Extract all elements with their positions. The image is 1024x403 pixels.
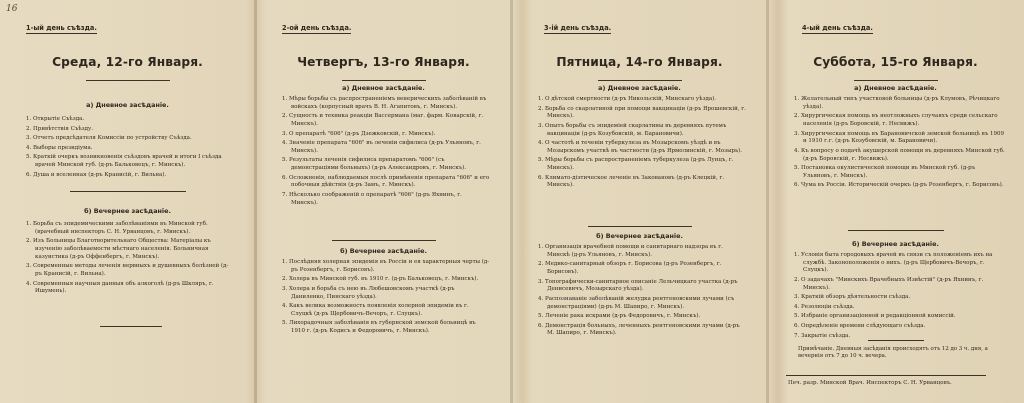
divider: [332, 240, 436, 241]
agenda-item: 2. Холера въ Минской губ. въ 1910 г. (д-ръ Бальковецъ, г. Минскъ).: [282, 276, 479, 283]
agenda-item: 6. Чума въ Россіи. Историческій очеркъ (д-ръ Розенбергъ, г. Борисовъ).: [794, 182, 1004, 189]
evening-session-title: б) Вечернее засѣданіе.: [84, 207, 171, 215]
agenda-item: 4. Современныя научныя данныя объ алкоголѣ (д-ръ Шкляръ, г. Ишумень).: [26, 280, 214, 295]
agenda-item: 7. Закрытіе съѣзда.: [794, 332, 851, 339]
morning-session-title: а) Дневное засѣданіе.: [342, 84, 425, 92]
agenda-item: 5. Леченіе рака искрами (д-ръ Федоровичъ, г. Минскъ).: [538, 313, 701, 320]
divider: [848, 230, 944, 231]
evening-agenda: [794, 252, 1006, 342]
agenda-item: 1. Открытіе Съѣзда.: [26, 116, 85, 122]
agenda-item: 7. Нѣсколько соображеній о препаратѣ "606" (д-ръ Яхнинъ, г. Минскъ).: [282, 192, 462, 206]
divider: [342, 80, 426, 81]
agenda-item: 6. Климато-діэтическое леченіе въ Заковановъ (д-ръ Клецкій, г. Минскъ).: [538, 174, 725, 189]
agenda-item: 4. Къ вопросу о подачѣ акушерской помощи въ деревняхъ Минской губ. (д-ръ Боровскій, г. Несвижъ).: [794, 147, 1005, 162]
day-label: 4-ый день съѣзда.: [802, 24, 873, 32]
evening-agenda: [26, 221, 234, 298]
morning-session-title: а) Дневное засѣданіе.: [86, 101, 169, 109]
agenda-item: 1. Организація врачебной помощи и санитарнаго надзора въ г. Минскѣ (д-ръ Ульяновъ, г. Минскъ).: [538, 244, 723, 258]
agenda-item: 1. О дѣтской смертности (д-ръ Никольскій, Минскаго уѣзда).: [538, 96, 717, 102]
agenda-item: 5. Краткій очеркъ возникновенія съѣздовъ врачей и итоги I съѣзда врачей Минской губ. (д-ръ Бальковецъ, г. Минскъ).: [26, 154, 222, 169]
day-label: 2-ой день съѣзда.: [282, 24, 352, 32]
divider: [598, 80, 682, 81]
agenda-item: 2. Привѣтствія Съѣзду.: [26, 125, 94, 132]
agenda-item: 4. Резолюціи съѣзда.: [794, 303, 855, 310]
divider: [868, 340, 924, 341]
divider: [786, 375, 986, 376]
agenda-item: 4. Значеніе препарата "606" въ леченіи сифилиса (д-ръ Ульяновъ, г. Минскъ).: [282, 140, 481, 154]
divider: [588, 226, 692, 227]
divider: [100, 326, 162, 327]
day-column-3: [512, 0, 767, 403]
agenda-item: 5. Мѣры борьбы съ распространеніемъ туберкулеза (д-ръ Лунцъ, г. Минскъ).: [538, 157, 734, 172]
day-column-4: [768, 0, 1023, 403]
day-title: Четвергъ, 13-го Января.: [297, 55, 470, 69]
agenda-item: 5. Постановка окулистической помощи въ Минской губ. (д-ръ Ульяновъ, г. Минскъ).: [794, 165, 976, 179]
agenda-item: 3. Опытъ борьбы съ эпидеміей скарлатины въ деревняхъ путемъ вакцинаціи (д-ръ Козубовскій, м. Барановичи).: [538, 122, 727, 137]
divider: [86, 80, 170, 81]
evening-session-title: б) Вечернее засѣданіе.: [596, 232, 683, 240]
evening-agenda: [538, 244, 746, 340]
agenda-item: 1. Условія быта городовыхъ врачей въ связи съ положеніемъ ихъ на службѣ. Законоположенія о нихъ. (д-ръ Щербовичъ-Вечоръ, г. Слуцкъ).: [794, 252, 993, 274]
agenda-item: 3. О препаратѣ "606" (д-ръ Дзежковскій, г. Минскъ).: [282, 130, 436, 137]
agenda-item: 2. Борьба со скарлатиной при помощи вакцинаціи (д-ръ Ярошевскій, г. Минскъ).: [538, 105, 746, 120]
morning-session-title: а) Дневное засѣданіе.: [598, 84, 681, 92]
archive-mark: 16: [6, 4, 18, 14]
evening-agenda: [282, 259, 490, 338]
day-title: Пятница, 14-го Января.: [556, 55, 723, 69]
agenda-item: 2. Медико-санитарный обзоръ г. Борисова (д-ръ Розенбергъ, г. Борисовъ).: [538, 261, 722, 275]
morning-session-title: а) Дневное засѣданіе.: [854, 84, 937, 92]
agenda-item: 2. Сущность и техника реакціи Вассермана (маг. фарм. Коварскій, г. Минскъ).: [282, 113, 484, 127]
agenda-item: 1. Желательный типъ участковой больницы (д-ръ Клумовъ, Рѣчицкаго уѣзда).: [794, 96, 1000, 110]
agenda-item: 3. Современные методы леченія нервныхъ и душевныхъ болѣзней (д-ръ Кранисій, г. Вильна).: [26, 263, 229, 277]
agenda-item: 3. Краткій обзоръ дѣятельности съѣзда.: [794, 294, 911, 301]
agenda-item: 2. О задачахъ "Минскихъ Врачебныхъ Извѣстій" (д-ръ Яхнинъ, г. Минскъ).: [794, 277, 984, 291]
agenda-item: 5. Избраніе организаціонной и редакціонной комиссій.: [794, 313, 956, 320]
divider: [854, 80, 938, 81]
agenda-item: 3. Холера и борьба съ нею въ Любешовскомъ участкѣ (д-ръ Даниленко, Пинскаго уѣзда).: [282, 285, 455, 300]
morning-agenda: [26, 116, 234, 181]
agenda-item: 2. Изъ Больницы Благотворительнаго Общества: Матеріалы къ изученію заболѣваемости мѣстнаго населенія. Больничная казуистика (д-ръ Оффенбергъ, г. Минскъ).: [26, 238, 211, 260]
agenda-item: 6. Опредѣленіе времени слѣдующаго съѣзда.: [794, 323, 926, 330]
agenda-item: 4. Выборы президіума.: [26, 144, 93, 151]
schedule-note: Примѣчаніе. Дневныя засѣданія происходятъ отъ 12 до 3 ч. дня, а вечернія отъ 7 до 10 ч. вечера.: [798, 346, 988, 360]
agenda-item: 1. Послѣдняя холерная эпидемія въ Россіи и ея характерныя черты (д-ръ Розенбергъ, г. Борисовъ).: [282, 259, 490, 273]
evening-session-title: б) Вечернее засѣданіе.: [340, 247, 427, 255]
divider: [70, 191, 186, 192]
agenda-item: 4. Распознаваніе заболѣваній желудка рентгеновскими лучами (съ демонстраціями) (д-ръ М. Шапиро, г. Минскъ).: [538, 295, 735, 310]
agenda-item: 5. Лихорадочныя заболѣванія въ губернской земской больницѣ въ 1910 г. (д-ръ Кодисъ и Федоровичъ, г. Минскъ).: [282, 320, 476, 335]
day-title: Суббота, 15-го Января.: [813, 55, 978, 69]
censor-signature: Печ. разр. Минской Врач. Инспекторъ С. Н. Урванцовъ.: [788, 380, 952, 386]
agenda-item: 3. Отчетъ предсѣдателя Комиссіи по устройству Съѣзда.: [26, 135, 192, 142]
day-label: 1-ый день съѣзда.: [26, 24, 97, 32]
agenda-item: 6. Душа и вселенная (д-ръ Кранисій, г. Вильна).: [26, 171, 167, 178]
day-column-2: [256, 0, 511, 403]
agenda-item: 1. Борьба съ эпидемическими заболѣваніями въ Минской губ. (врачебный инспекторъ С. Н. Урванцовъ, г. Минскъ).: [26, 221, 208, 235]
agenda-item: 3. Топографически-санитарное описаніе Лельчицкаго участка (д-ръ Денисевичъ, Мозырскаго уѣзда).: [538, 278, 738, 293]
evening-session-title: б) Вечернее засѣданіе.: [852, 240, 939, 248]
agenda-item: 6. Демонстрація больныхъ, леченныхъ рентгеновскими лучами (д-ръ М. Шапиро, г. Минскъ).: [538, 322, 740, 337]
agenda-item: 4. Какъ велика возможность появленія холерной эпидеміи въ г. Слуцкѣ (д-ръ Щербовичъ-Вечоръ, г. Слуцкъ).: [282, 303, 469, 317]
agenda-item: 2. Хирургическая помощь въ неотложныхъ случаяхъ среди сельскаго населенія (д-ръ Боровскій, г. Несвижъ).: [794, 113, 998, 127]
day-label: 3-ій день съѣзда.: [544, 24, 612, 32]
day-title: Среда, 12-го Января.: [52, 55, 203, 69]
agenda-item: 5. Результаты леченія сифилиса препаратомъ "606" (съ демонстраціями больныхъ) (д-ръ Александровъ, г. Минскъ).: [282, 157, 467, 172]
morning-agenda: [282, 96, 490, 209]
agenda-item: 6. Осложненія, наблюдаемыя послѣ примѣненія препарата "606" и его побочныя дѣйствія (д-ръ Замъ, г. Минскъ).: [282, 174, 490, 189]
morning-agenda: [538, 96, 746, 192]
agenda-item: 1. Мѣры борьбы съ распространеніемъ венерическихъ заболѣваній въ войскахъ (корпусный врачъ В. Н. Агапитовъ, г. Минскъ).: [282, 96, 487, 110]
day-column-1: [0, 0, 255, 403]
morning-agenda: [794, 96, 1006, 192]
agenda-item: 3. Хирургическая помощь въ Барановичской земской больницѣ въ 1909 и 1910 г.г. (д-ръ Козубовскій, м. Барановичи).: [794, 130, 1004, 145]
agenda-item: 4. О частотѣ и теченіи туберкулеза въ Мозырскомъ уѣздѣ и въ Мозырскомъ участкѣ въ частности (д-ръ Ярмолинскій, г. Мозырь).: [538, 140, 742, 154]
